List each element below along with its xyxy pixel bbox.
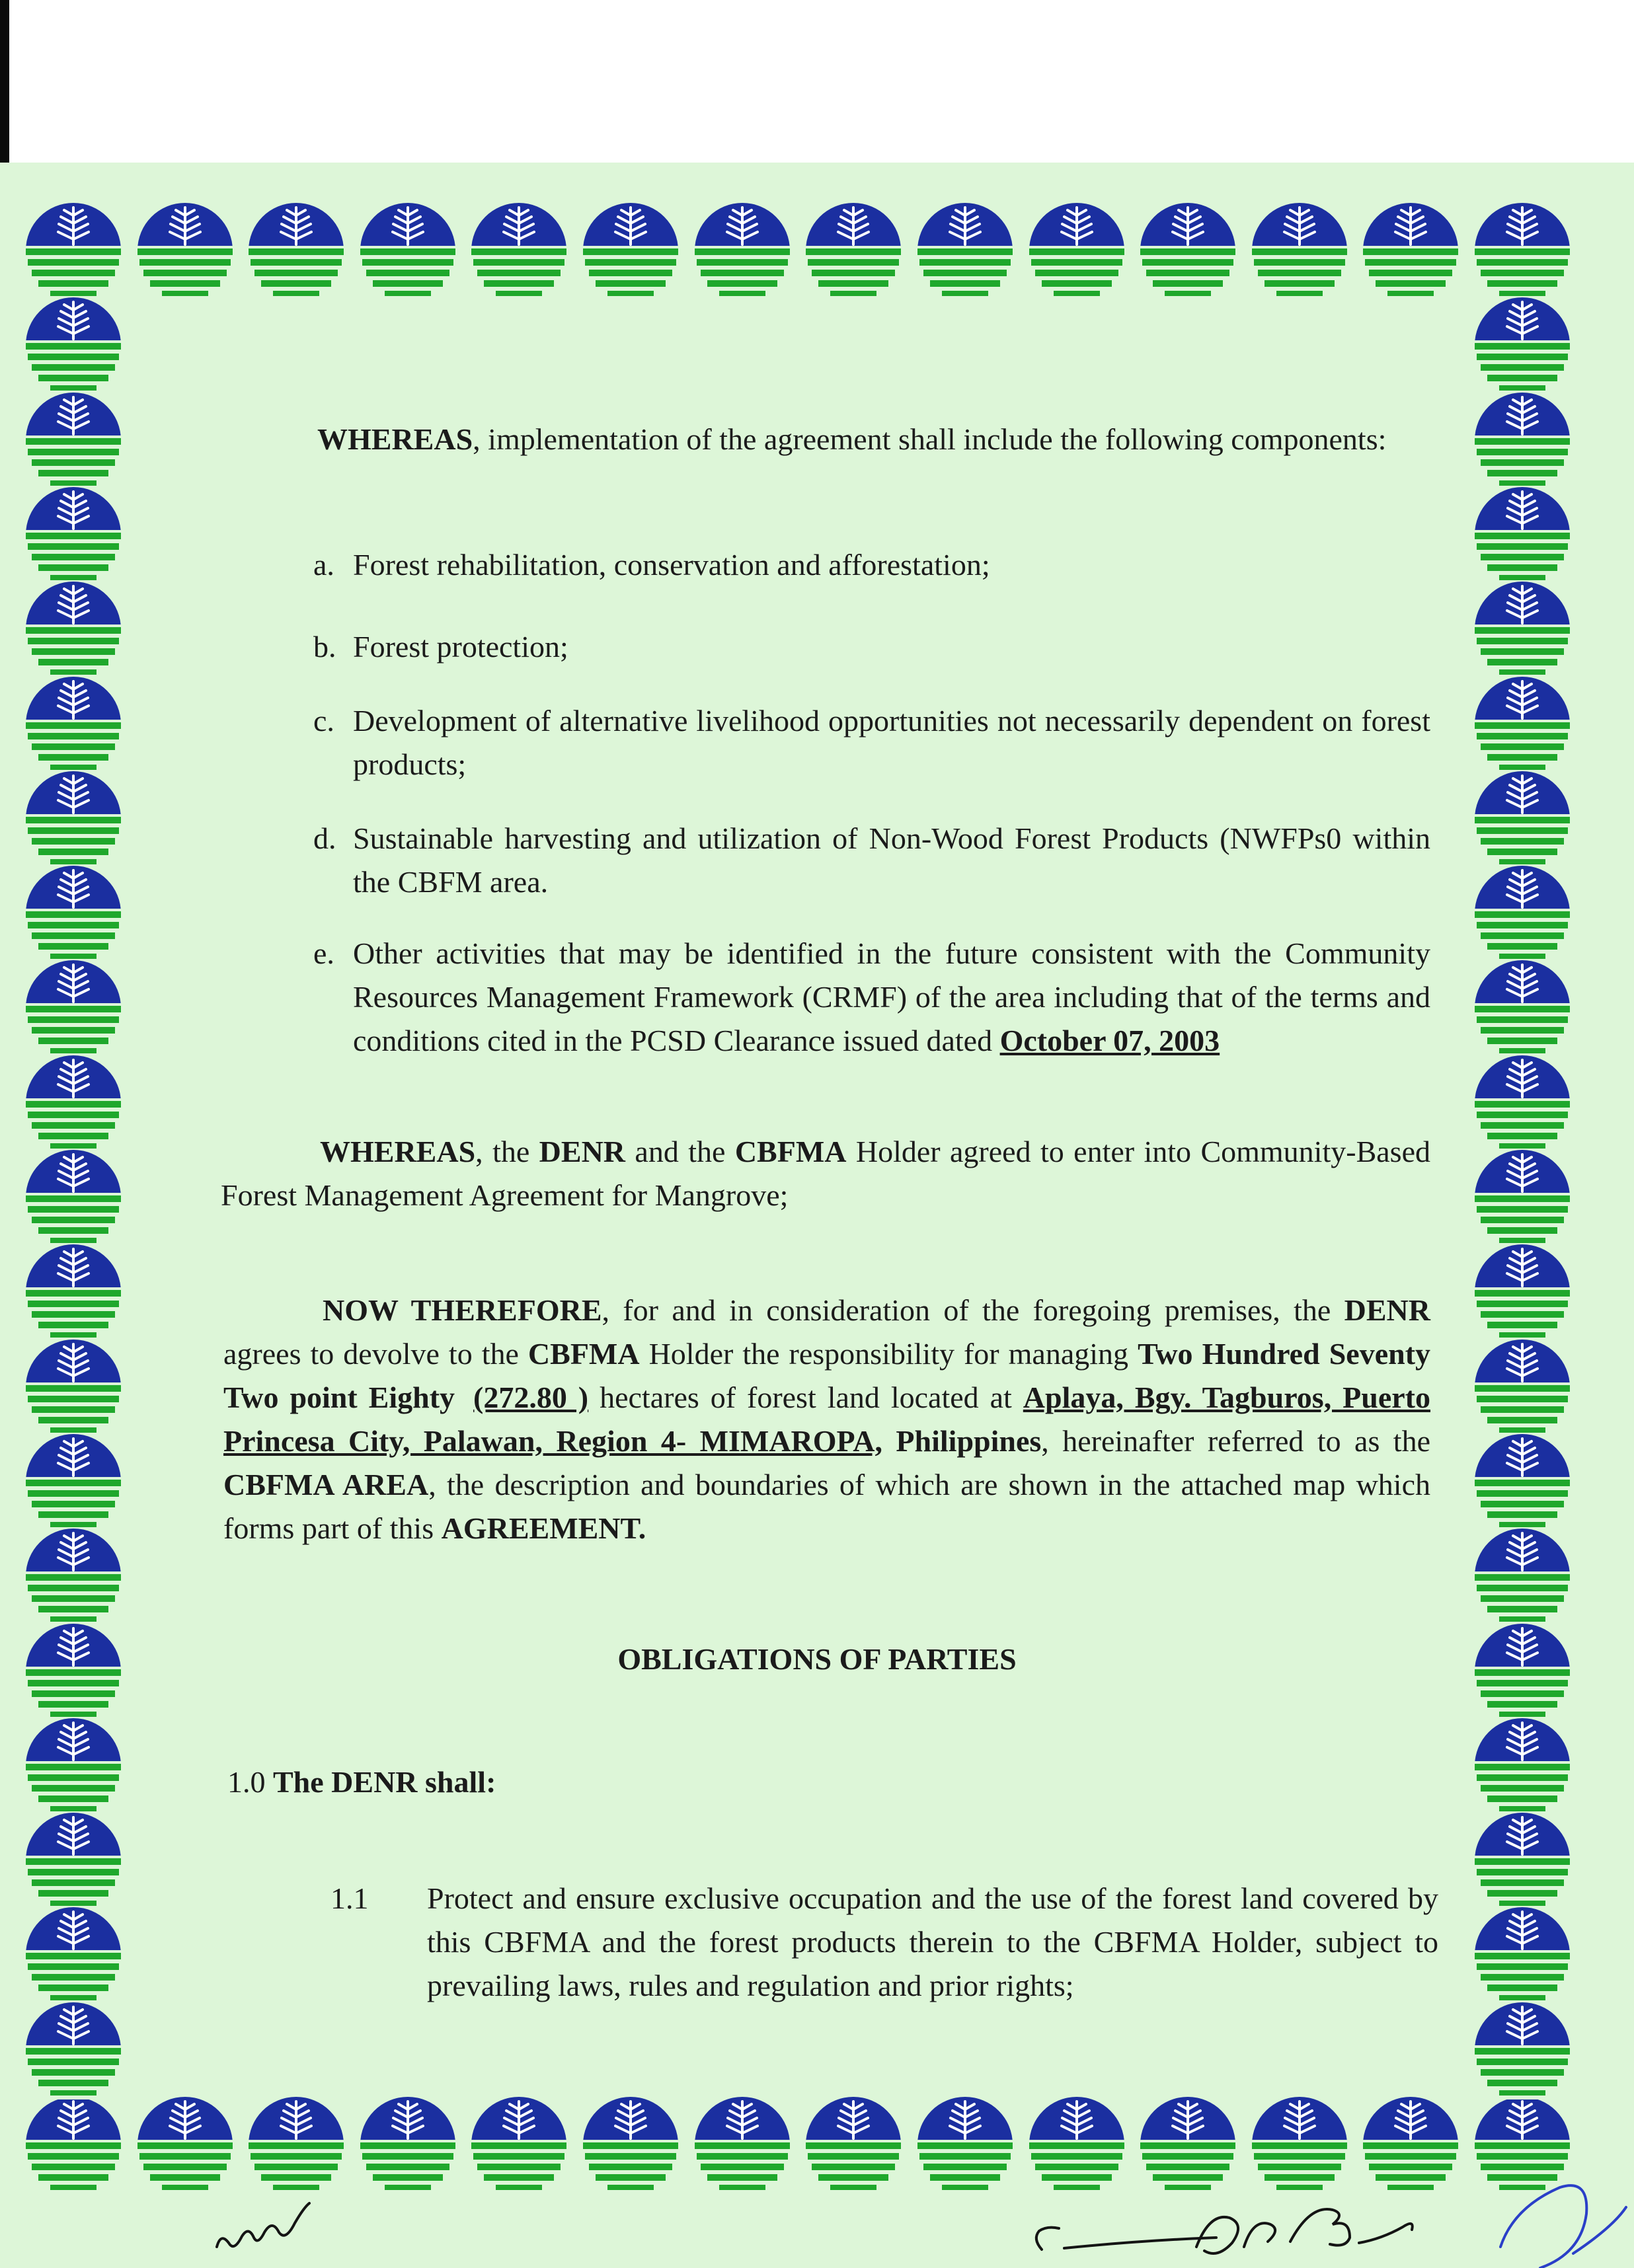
denr-term: DENR (539, 1135, 626, 1168)
list-text: Forest rehabilitation, conservation and afforestation; (353, 548, 990, 582)
location: Aplaya, Bgy. Tagburos, Puerto Princesa City, Palawan, Region 4- MIMAROPA, (223, 1380, 1430, 1458)
section-1-title (227, 1760, 888, 1804)
text-run: hectares of forest land located at (588, 1380, 1023, 1414)
country: Philippines (896, 1424, 1042, 1458)
paragraph-text: , implementation of the agreement shall include the following components: (473, 422, 1387, 456)
section-title: The DENR shall: (273, 1765, 496, 1799)
area-in-words: Two Hundred Seventy Two point Eighty (223, 1337, 1431, 1414)
list-marker: d. (313, 821, 336, 855)
text-run: , for and in consideration of the foregoing premises, the (602, 1293, 1344, 1327)
list-text: Development of alternative livelihood opportunities not necessarily dependent on forest products; (353, 704, 1430, 781)
item-text: Protect and ensure exclusive occupation and the use of the forest land covered by this CBFMA and the forest products therein to the CBFMA Holder, subject to prevailing laws, rules and regulation and prior rights; (427, 1881, 1438, 2002)
text-run: , the (475, 1135, 539, 1168)
list-text: Sustainable harvesting and utilization of Non-Wood Forest Products (NWFPs0 within the CBFM area. (353, 821, 1430, 899)
paragraph-whereas-agreement (221, 1130, 1430, 1217)
cbfma-term: CBFMA (734, 1135, 847, 1168)
list-marker: c. (313, 704, 334, 737)
list-text: Other activities that may be identified in the future consistent with the Community Resources Management Framework (CRMF) of the area including that of the terms and conditions cited in the PCSD Clearance issued dated (353, 936, 1430, 1057)
whereas-lead: WHEREAS (317, 422, 473, 456)
agreement-term: AGREEMENT. (441, 1511, 646, 1545)
text-run: and the (625, 1135, 735, 1168)
cbfma-term: CBFMA (527, 1337, 640, 1371)
text-run: agrees to devolve to the (223, 1337, 528, 1371)
denr-term: DENR (1344, 1293, 1430, 1327)
list-text: Forest protection; (353, 630, 568, 663)
list-marker: b. (313, 630, 336, 663)
whereas-lead: WHEREAS (320, 1135, 476, 1168)
text-run: , hereinafter referred to as the (1041, 1424, 1431, 1458)
now-therefore-lead: NOW THEREFORE (323, 1293, 602, 1327)
text-run: , the description and boundaries of which are shown in the attached map which forms part of this (223, 1468, 1431, 1545)
paragraph-whereas-components (212, 418, 1424, 461)
text-run: Holder agreed to enter into Community-Based Forest Management Agreement for Mangrove; (221, 1135, 1430, 1212)
text-run: Holder the responsibility for managing (639, 1337, 1138, 1371)
clearance-date: October 07, 2003 (999, 1024, 1220, 1057)
list-marker: e. (313, 936, 334, 970)
section-number: 1.0 (227, 1765, 266, 1799)
item-number: 1.1 (331, 1881, 369, 1915)
area-in-figures: (272.80 ) (473, 1380, 589, 1414)
section-heading: OBLIGATIONS OF PARTIES (617, 1642, 1017, 1676)
list-marker: a. (313, 548, 334, 582)
paragraph-now-therefore (223, 1289, 1430, 1550)
cbfma-area-term: CBFMA AREA (223, 1468, 429, 1501)
